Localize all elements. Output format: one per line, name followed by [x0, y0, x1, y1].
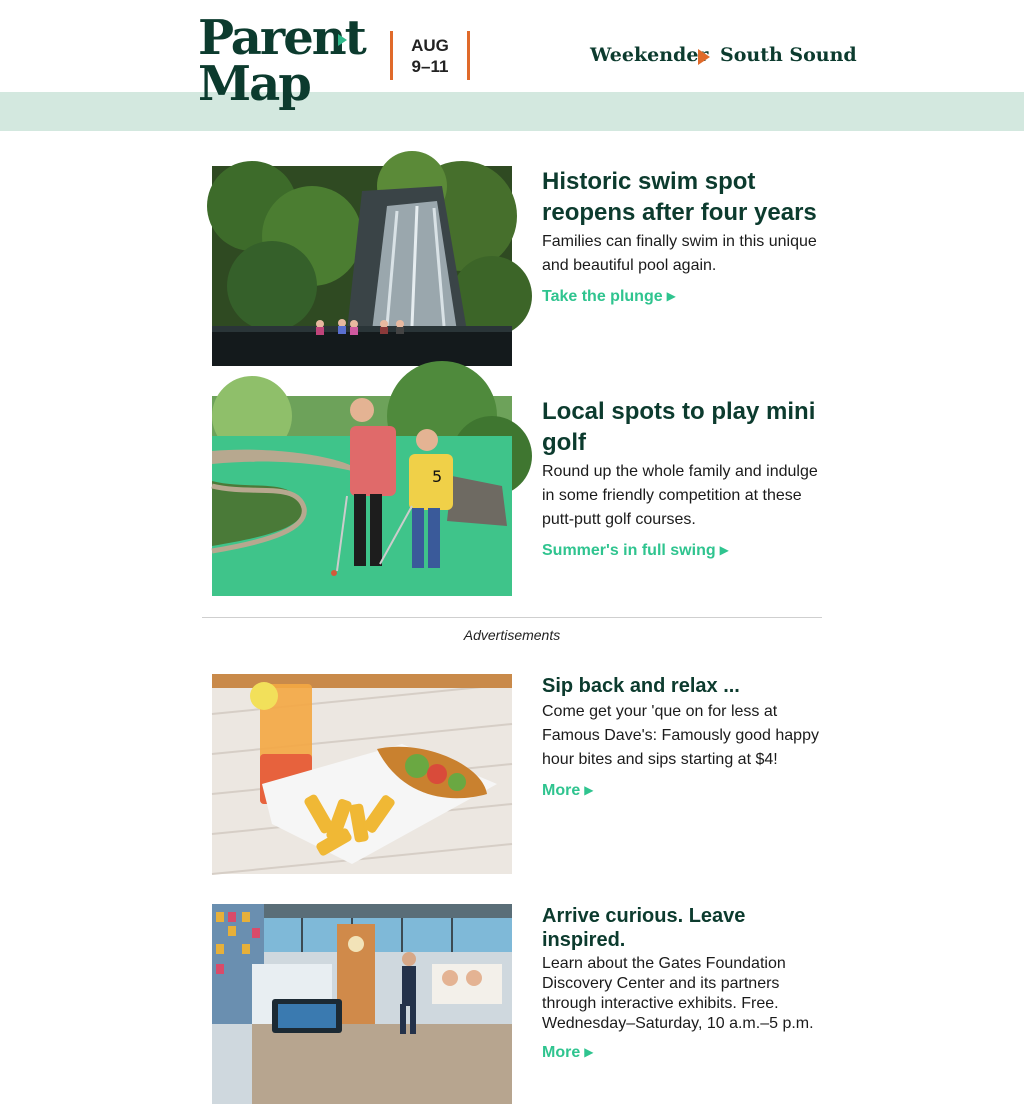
mini-golf-image [212, 396, 512, 596]
edition-name: Weekender [590, 44, 709, 66]
discovery-center-image [212, 904, 512, 1104]
summers-in-full-swing-link[interactable] [542, 542, 729, 560]
ad-text [542, 904, 832, 1062]
food-drink-image [212, 674, 512, 874]
logo-triangle-icon [338, 34, 347, 46]
issue-date [390, 31, 470, 80]
play-arrow-icon: ▶ [666, 289, 676, 303]
advertisements-label: Advertisements [463, 627, 561, 643]
header-band [0, 92, 1024, 131]
article-image-waterfall[interactable] [212, 166, 512, 366]
ad-text [542, 674, 832, 800]
article-text [542, 396, 832, 560]
article-text [542, 166, 832, 306]
cta-label: Summer's in full swing [542, 542, 716, 559]
ad-description: Come get your 'que on for less at Famous Dave's: Famously good happy hour bites and sips starting at $4! [542, 703, 819, 768]
article-description: Families can finally swim in this unique and beautiful pool again. [542, 233, 817, 274]
more-link[interactable] [542, 782, 593, 800]
take-the-plunge-link[interactable] [542, 288, 676, 306]
logo-text-map: Map [198, 56, 310, 112]
logo-text-parent: Parent [198, 10, 365, 66]
more-link[interactable] [542, 1044, 593, 1062]
cta-label: Take the plunge [542, 288, 663, 305]
article-headline[interactable]: Historic swim spot reopens after four years [542, 168, 817, 226]
cta-label: More [542, 1044, 581, 1061]
article-headline[interactable]: Local spots to play mini golf [542, 398, 816, 456]
ad-headline[interactable]: Sip back and relax ... [542, 675, 740, 697]
play-arrow-icon: ▶ [719, 543, 729, 557]
edition-arrow-icon [698, 49, 710, 65]
edition-region: South Sound [720, 44, 857, 66]
ad-description: Learn about the Gates Foundation Discovery Center and its partners through interactive exhibits. Free. Wednesday–Saturday, 10 a.m.–5 p.m. [542, 955, 814, 1032]
cta-label: More [542, 782, 581, 799]
ad-image-discovery-center[interactable] [212, 904, 512, 1104]
article-description: Round up the whole family and indulge in some friendly competition at these putt-putt golf courses. [542, 463, 818, 528]
ad-image-food[interactable] [212, 674, 512, 874]
issue-month: AUG [411, 36, 449, 55]
ad-headline[interactable]: Arrive curious. Leave inspired. [542, 905, 746, 951]
article-image-mini-golf[interactable] [212, 396, 512, 596]
waterfall-image [212, 166, 512, 366]
issue-days: 9–11 [411, 57, 449, 76]
section-divider [202, 617, 822, 618]
svg-text:5: 5 [432, 467, 443, 486]
play-arrow-icon: ▶ [584, 1045, 594, 1059]
parentmap-logo[interactable] [198, 10, 365, 124]
play-arrow-icon: ▶ [584, 783, 594, 797]
